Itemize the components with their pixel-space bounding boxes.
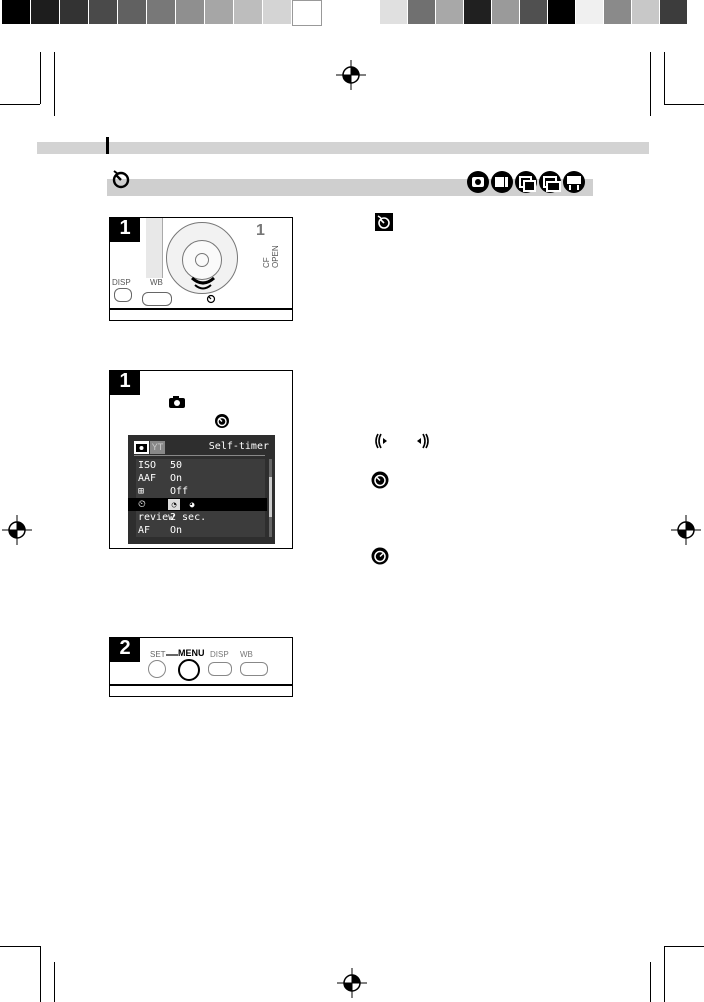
menu-row[interactable] [136,511,265,524]
lcd-menu-screen [128,435,275,544]
color-swatch [292,0,322,26]
self-timer-icon [110,168,132,190]
menu-button[interactable] [178,659,200,681]
step-number-badge: 2 [110,638,140,662]
crop-mark [664,104,704,105]
color-swatch [2,0,30,24]
registration-mark-icon [671,515,701,545]
menu-row-value: 2 sec. [170,512,207,523]
step1-camera-panel: 1 CF OPEN 1 DISP WB [109,217,293,321]
color-swatch [147,0,175,24]
crop-mark [54,962,55,1002]
print-mode-icon [539,171,561,193]
step-number-badge: 1 [110,218,140,242]
crop-mark [40,52,41,104]
self-timer-icon [214,413,230,429]
color-swatch [436,0,463,24]
crop-mark [664,52,665,104]
crop-mark [54,52,55,116]
menu-row-value: On [170,525,183,536]
movie-mode-icon [491,171,513,193]
cf-open-label: CF OPEN [262,245,280,268]
menu-row-icon: review [138,512,175,523]
color-swatch [89,0,117,24]
wb-button[interactable] [240,662,268,676]
disp-label: DISP [112,278,131,287]
wb-label: WB [240,650,253,659]
tab-setup[interactable]: YT [151,442,164,452]
set-label: SET [150,650,166,659]
tab-camera[interactable] [134,441,149,454]
color-swatch [176,0,204,24]
camera-mode-icon [467,171,489,193]
color-swatch [408,0,435,24]
color-swatch [263,0,291,24]
crop-mark [650,962,651,1002]
menu-row-value: Off [170,486,189,497]
self-timer-icon [375,213,393,231]
color-swatch [492,0,519,24]
crop-mark [40,946,41,1002]
color-swatch [205,0,233,24]
color-swatch [660,0,687,24]
right-arrow-button-icon [416,432,432,450]
self-timer-10sec-icon [371,471,389,489]
self-timer-10sec-option-icon[interactable]: ◔ [168,499,180,510]
left-arrow-button-icon [372,432,388,450]
color-swatch [31,0,59,24]
movie-camera-icon [563,171,585,193]
crop-mark [664,946,704,947]
wb-label: WB [150,278,163,287]
down-button-highlight[interactable] [190,274,216,294]
color-swatch [520,0,547,24]
registration-mark-icon [336,60,366,90]
menu-row-value: 50 [170,460,183,471]
color-swatch [464,0,491,24]
wb-button[interactable] [142,292,172,306]
crop-mark [0,946,40,947]
color-swatch [576,0,603,24]
step2-menu-button-panel [109,637,293,697]
menu-row[interactable] [136,524,265,537]
menu-row-icon: ⊞ [138,486,145,497]
color-swatch [380,0,407,24]
menu-row[interactable] [128,498,267,511]
camera-button-icon [168,395,186,409]
disp-button[interactable] [208,662,232,676]
color-swatch [604,0,631,24]
self-timer-2sec-option-icon[interactable]: ◕ [189,500,195,509]
chapter-header-bar [37,142,649,154]
chapter-marker [106,137,109,154]
step-number-badge: 1 [110,371,140,395]
disp-button[interactable] [114,288,132,302]
registration-mark-icon [337,968,367,998]
crop-mark [0,104,40,105]
menu-row-icon: AF [138,525,151,536]
menu-row-icon: AAF [138,473,157,484]
stitch-mode-icon [515,171,537,193]
step1-menu-panel [109,370,293,549]
crop-mark [664,946,665,1002]
color-swatch [548,0,575,24]
color-swatch [632,0,659,24]
color-swatch [118,0,146,24]
disp-label: DISP [210,650,229,659]
color-swatch [234,0,262,24]
menu-row-value: On [170,473,183,484]
self-timer-2sec-icon [371,547,389,565]
self-timer-icon [206,294,216,304]
registration-mark-icon [2,515,32,545]
self-timer-icon: ⏲ [138,499,146,510]
menu-row-icon: ISO [138,460,157,471]
crop-mark [650,52,651,116]
menu-row[interactable] [136,485,265,498]
menu-label: MENU [178,648,205,658]
menu-row[interactable] [136,459,265,472]
menu-title: Self-timer [208,441,269,452]
set-button[interactable] [148,660,166,678]
menu-row[interactable] [136,472,265,485]
color-swatch [60,0,88,24]
